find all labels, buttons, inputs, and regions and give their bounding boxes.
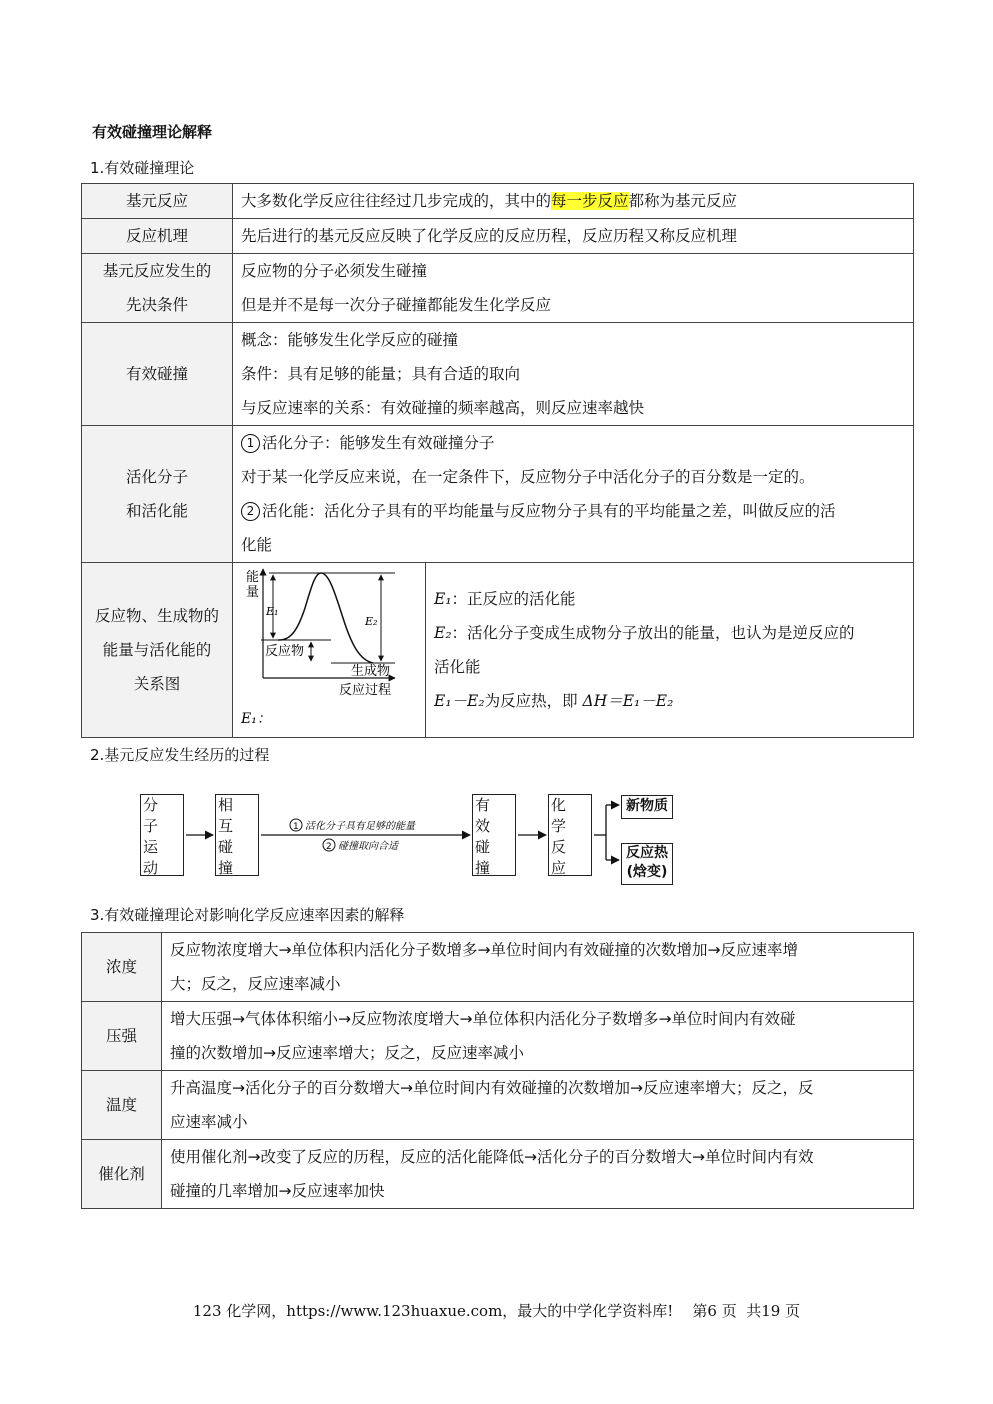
table-row — [82, 254, 914, 323]
flow-condition-2: 碰撞取向合适 — [338, 841, 398, 852]
circled-number: 2 — [241, 502, 260, 521]
table-row — [82, 1140, 914, 1209]
row-key: 有效碰撞 — [82, 323, 233, 426]
table-row — [82, 563, 914, 738]
row-value: 使用催化剂→改变了反应的历程，反应的活化能降低→活化分子的百分数增大→单位时间内有效 碰撞的几率增加→反应速率加快 — [162, 1140, 914, 1209]
section-heading-3: 3.有效碰撞理论对影响化学反应速率因素的解释 — [90, 906, 405, 924]
row-key: 基元反应发生的 先决条件 — [82, 254, 233, 323]
row-value: 概念：能够发生化学反应的碰撞 条件：具有足够的能量；具有合适的取向 与反应速率的关系：有效碰撞的频率越高，则反应速率越快 — [233, 323, 914, 426]
y-axis-label: 量 — [246, 585, 260, 600]
below-chart-label: E₁： — [241, 711, 271, 727]
circled-number: 1 — [241, 434, 260, 453]
row-value: 反应物的分子必须发生碰撞 但是并不是每一次分子碰撞都能发生化学反应 — [233, 254, 914, 323]
flow-arrows — [0, 780, 993, 900]
row-value: 大多数化学反应往往经过几步完成的，其中的每一步反应都称为基元反应 — [233, 184, 914, 219]
factors-table — [81, 932, 914, 1209]
x-axis-label: 反应过程 — [339, 683, 392, 698]
row-key: 反应物、生成物的 能量与活化能的 关系图 — [82, 563, 233, 738]
section-heading-2: 2.基元反应发生经历的过程 — [90, 746, 270, 764]
section-heading-1: 1.有效碰撞理论 — [90, 159, 195, 177]
row-key: 压强 — [82, 1002, 162, 1071]
e1-label: E₁ — [266, 605, 279, 618]
flow-box-effective-collision: 有效碰撞 — [472, 794, 516, 876]
svg-text:2: 2 — [326, 842, 332, 852]
row-key: 浓度 — [82, 933, 162, 1002]
flow-box-chemical-reaction: 化学反应 — [548, 794, 592, 876]
product-label: 生成物 — [351, 664, 391, 679]
row-key: 反应机理 — [82, 219, 233, 254]
row-value: 升高温度→活化分子的百分数增大→单位时间内有效碰撞的次数增加→反应速率增大；反之，反 应速率减小 — [162, 1071, 914, 1140]
table-row — [82, 1071, 914, 1140]
row-value: 反应物浓度增大→单位体积内活化分子数增多→单位时间内有效碰撞的次数增加→反应速率增 大；反之，反应速率减小 — [162, 933, 914, 1002]
table-row — [82, 426, 914, 563]
row-value: 1 活化分子：能够发生有效碰撞分子 对于某一化学反应来说，在一定条件下，反应物分子中活化分子的百分数是一定的。 2 活化能：活化分子具有的平均能量与反应物分子具有的平均能量之差，叫做反应的活 化能 — [233, 426, 914, 563]
reactant-label: 反应物 — [265, 644, 305, 659]
row-key: 催化剂 — [82, 1140, 162, 1209]
page-footer: 123 化学网，https://www.123huaxue.com，最大的中学化学资料库! 第6 页 共19 页 — [192, 1302, 801, 1320]
row-key: 基元反应 — [82, 184, 233, 219]
table-row — [82, 184, 914, 219]
flow-box-molecule-motion: 分子运动 — [140, 794, 184, 876]
table-row — [82, 933, 914, 1002]
table-row — [82, 1002, 914, 1071]
y-axis-label: 能 — [246, 570, 260, 585]
row-key: 活化分子 和活化能 — [82, 426, 233, 563]
row-key: 温度 — [82, 1071, 162, 1140]
row-value: 增大压强→气体体积缩小→反应物浓度增大→单位体积内活化分子数增多→单位时间内有效碰 撞的次数增加→反应速率增大；反之，反应速率减小 — [162, 1002, 914, 1071]
svg-text:1: 1 — [293, 822, 299, 832]
flow-condition-1: 活化分子具有足够的能量 — [305, 821, 415, 832]
theory-table — [81, 183, 914, 738]
row-value: E₁：正反应的活化能 E₂：活化分子变成生成物分子放出的能量，也认为是逆反应的 活化能 E₁－E₂为反应热，即 ΔH＝E₁－E₂ — [426, 563, 914, 738]
flow-box-reaction-heat: 反应热 (焓变) — [621, 843, 673, 885]
energy-diagram — [233, 563, 426, 737]
flow-box-collision: 相互碰撞 — [215, 794, 259, 876]
e2-label: E₂ — [365, 615, 378, 628]
row-value: 先后进行的基元反应反映了化学反应的反应历程，反应历程又称反应机理 — [233, 219, 914, 254]
flow-box-new-substance: 新物质 — [621, 795, 673, 819]
page-title: 有效碰撞理论解释 — [92, 123, 213, 141]
table-row — [82, 219, 914, 254]
energy-diagram-cell — [233, 563, 426, 738]
highlighted-text: 每一步反应 — [551, 192, 629, 210]
table-row — [82, 323, 914, 426]
